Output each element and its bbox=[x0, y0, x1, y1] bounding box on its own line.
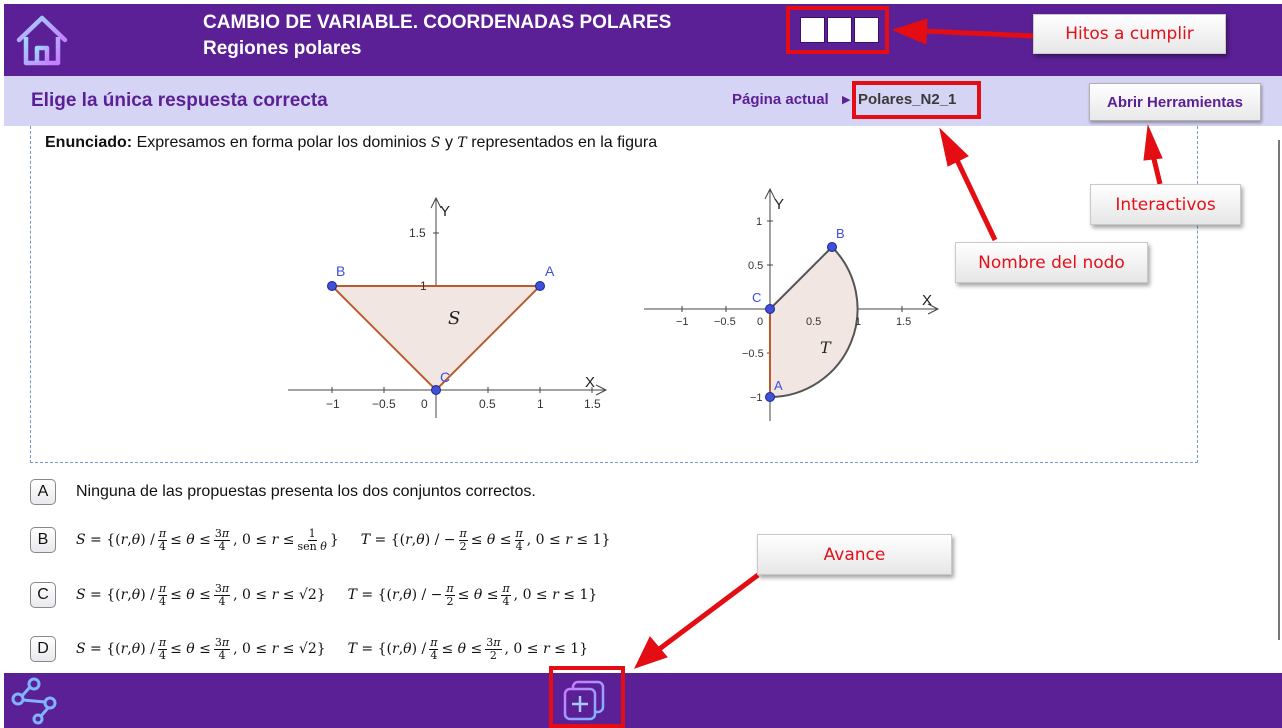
x-tick: 1 bbox=[855, 316, 862, 328]
option-letter[interactable]: A bbox=[30, 479, 56, 505]
callout-node-name: Nombre del nodo bbox=[955, 242, 1148, 283]
triangle-right-icon: ▶ bbox=[842, 94, 851, 106]
point-c bbox=[766, 305, 775, 314]
hitos-highlight bbox=[786, 6, 889, 54]
region-s bbox=[332, 286, 540, 390]
callout-interactivos: Interactivos bbox=[1090, 184, 1241, 225]
figure-region-t bbox=[640, 185, 945, 425]
statement-text bbox=[45, 134, 657, 152]
option-letter[interactable]: B bbox=[30, 527, 56, 553]
statement-body-1: Expresamos en forma polar los dominios bbox=[136, 134, 427, 151]
network-map-icon[interactable] bbox=[10, 675, 60, 725]
x-tick: 1 bbox=[537, 397, 544, 411]
y-tick: 1 bbox=[756, 216, 763, 228]
option-b[interactable] bbox=[30, 527, 610, 553]
x-tick: 0 bbox=[421, 397, 428, 411]
instruction-text: Elige la única respuesta correcta bbox=[31, 90, 328, 111]
y-tick: 0.5 bbox=[748, 260, 764, 272]
x-tick: 1.5 bbox=[896, 316, 912, 328]
point-label: C bbox=[440, 369, 451, 385]
point-b bbox=[328, 282, 337, 291]
point-label: A bbox=[545, 263, 555, 279]
point-b bbox=[828, 243, 837, 252]
y-tick: −0.5 bbox=[742, 348, 764, 360]
option-letter[interactable]: C bbox=[30, 582, 56, 608]
x-tick: 0.5 bbox=[806, 316, 822, 328]
x-tick: −1 bbox=[676, 316, 689, 328]
current-page-label: Página actual bbox=[732, 91, 829, 108]
point-label: C bbox=[752, 290, 762, 305]
region-t-label: T bbox=[820, 338, 831, 357]
x-tick: −1 bbox=[326, 397, 340, 411]
option-formula: S = {(r,θ) / $\frac{\pi}{4}$ ≤ θ ≤ $\frac{3\pi}{4}$ , 0 ≤ r ≤ √2} T = {(r,θ) / − $\frac{\pi}{2}$ ≤ θ ≤ $\frac{\pi}{4}$ , 0 ≤ r ≤ 1} bbox=[76, 581, 598, 608]
x-tick: −0.5 bbox=[372, 397, 396, 411]
open-tools-button[interactable]: Abrir Herramientas bbox=[1089, 83, 1261, 121]
option-text: Ninguna de las propuestas presenta los dos conjuntos correctos. bbox=[76, 483, 536, 500]
option-a[interactable] bbox=[30, 479, 536, 505]
x-tick: 0.5 bbox=[479, 397, 496, 411]
statement-conj: y bbox=[444, 134, 453, 151]
scrollbar[interactable] bbox=[1278, 140, 1280, 640]
bottom-bar bbox=[4, 673, 1282, 728]
axis-x-label: X bbox=[585, 374, 596, 391]
x-tick: 0 bbox=[757, 316, 764, 328]
var-t: T bbox=[457, 135, 467, 151]
figure-region-s bbox=[280, 190, 620, 420]
node-name: Polares_N2_1 bbox=[858, 91, 957, 108]
advance-highlight bbox=[549, 666, 625, 728]
option-letter[interactable]: D bbox=[30, 636, 56, 662]
statement-label: Enunciado: bbox=[45, 134, 133, 151]
y-tick: −1 bbox=[750, 392, 763, 404]
node-highlight bbox=[852, 81, 981, 119]
axis-y-label: Y bbox=[774, 196, 785, 213]
module-subtitle: Regiones polares bbox=[203, 38, 362, 59]
var-s: S bbox=[430, 135, 441, 151]
x-tick: −0.5 bbox=[714, 316, 736, 328]
callout-hitos: Hitos a cumplir bbox=[1033, 14, 1226, 54]
point-label: B bbox=[836, 226, 845, 241]
statement-body-2: representados en la figura bbox=[471, 134, 658, 151]
y-tick: 1 bbox=[420, 279, 427, 293]
instruction-bar bbox=[4, 76, 1282, 126]
region-s-label: S bbox=[448, 308, 461, 329]
point-label: B bbox=[336, 263, 346, 279]
point-c bbox=[432, 386, 441, 395]
y-tick: 1.5 bbox=[409, 226, 426, 240]
module-title: CAMBIO DE VARIABLE. COORDENADAS POLARES bbox=[203, 12, 672, 33]
option-formula: S = {(r,θ) / $\frac{\pi}{4}$ ≤ θ ≤ $\frac{3\pi}{4}$ , 0 ≤ r ≤ √2} T = {(r,θ) / $\frac{\pi}{4}$ ≤ θ ≤ $\frac{3\pi}{2}$ , 0 ≤ r ≤ 1} bbox=[76, 635, 589, 662]
axis-y-label: Y bbox=[440, 203, 451, 220]
point-a bbox=[536, 282, 545, 291]
home-icon[interactable] bbox=[14, 10, 70, 70]
point-a bbox=[766, 393, 775, 402]
option-c[interactable] bbox=[30, 582, 597, 608]
option-formula: S = {(r,θ) / $\frac{\pi}{4}$ ≤ θ ≤ $\frac{3\pi}{4}$ , 0 ≤ r ≤ $\frac{1}{\text{sen θ}}$ } T = {(r,θ) / − $\frac{\pi}{2}$ ≤ θ ≤ $\frac{\pi}{4}$ , 0 ≤ r ≤ 1} bbox=[76, 526, 611, 553]
callout-avance: Avance bbox=[757, 534, 952, 575]
point-label: A bbox=[774, 378, 783, 393]
axis-x-label: X bbox=[922, 292, 933, 309]
x-tick: 1.5 bbox=[584, 397, 601, 411]
option-d[interactable] bbox=[30, 636, 588, 662]
